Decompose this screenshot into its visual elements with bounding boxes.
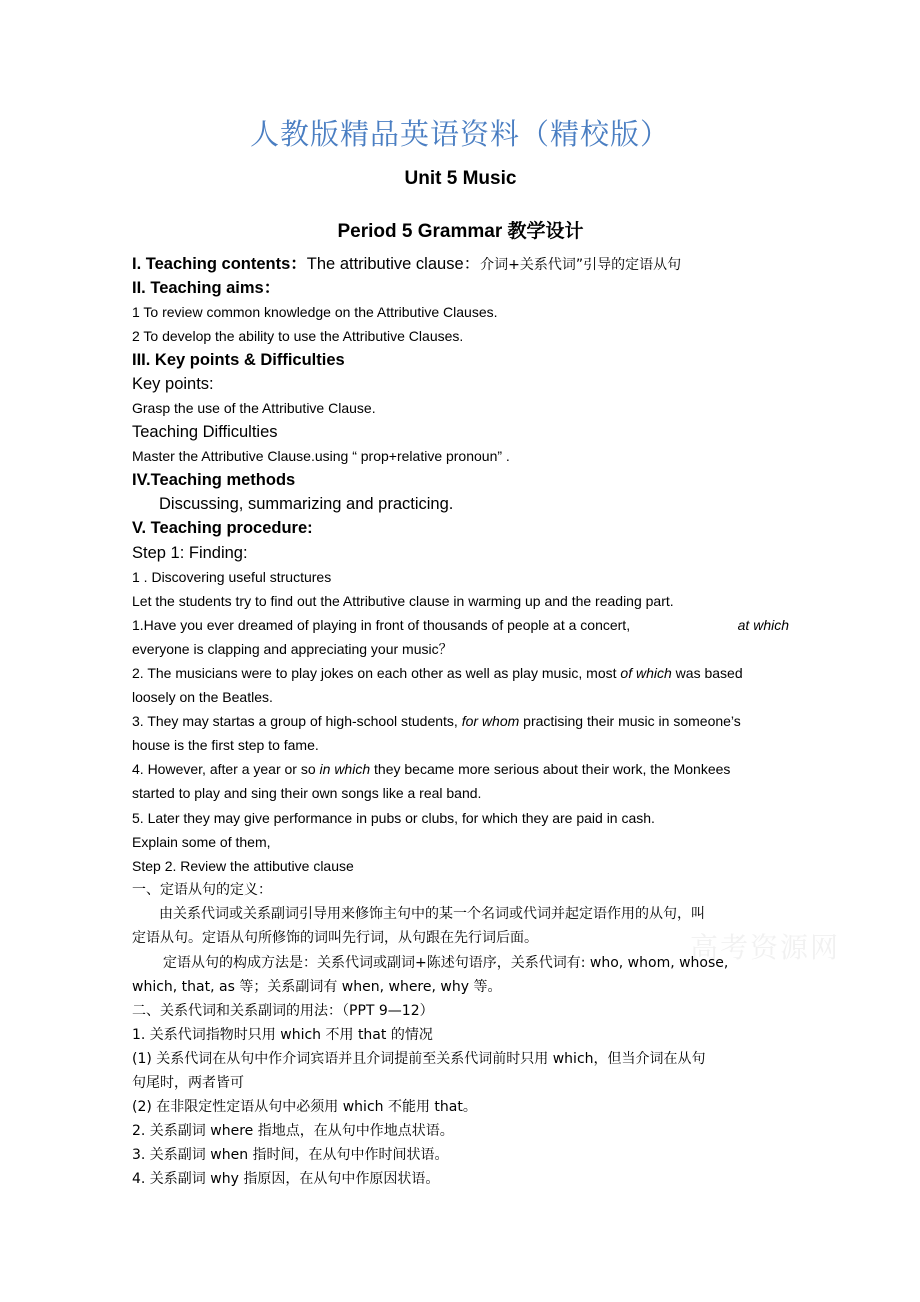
sentence-1-line-2: everyone is clapping and appreciating your music？ bbox=[132, 641, 453, 657]
construction-line-2: which, that, as 等；关系副词有 when, where, why 等。 bbox=[132, 979, 502, 995]
definition-line-1: 由关系代词或关系副词引导用来修饰主句中的某一个名词或代词并起定语作用的从句，叫 bbox=[159, 906, 705, 922]
construction-line-1: 定语从句的构成方法是：关系代词或副词+陈述句语序，关系代词有: who, whom, whose, bbox=[163, 955, 729, 971]
usage-3: 3. 关系副词 when 指时间，在从句中作时间状语。 bbox=[132, 1147, 449, 1163]
sentence-3-line-2: house is the first step to fame. bbox=[132, 737, 319, 753]
header-title: 人教版精品英语资料（精校版） bbox=[249, 117, 670, 151]
sentence-1-line-1 bbox=[132, 616, 789, 634]
sentence-2-line-2: loosely on the Beatles. bbox=[132, 689, 273, 705]
usage-1-1-line-2: 句尾时，两者皆可 bbox=[132, 1075, 244, 1091]
procedure-heading: V. Teaching procedure: bbox=[132, 519, 313, 537]
section-1-heading: 一、定语从句的定义： bbox=[132, 882, 272, 898]
usage-1: 1. 关系代词指物时只用 which 不用 that 的情况 bbox=[132, 1027, 433, 1043]
usage-4: 4. 关系副词 why 指原因，在从句中作原因状语。 bbox=[132, 1171, 440, 1187]
key-points-heading: III. Key points & Difficulties bbox=[132, 351, 345, 369]
sentence-1-phrase: at which bbox=[737, 617, 789, 633]
difficulties-text: Master the Attributive Clause.using “ prop+relative pronoun” . bbox=[132, 448, 510, 464]
methods-heading: IV.Teaching methods bbox=[132, 471, 296, 489]
usage-2: 2. 关系副词 where 指地点，在从句中作地点状语。 bbox=[132, 1123, 454, 1139]
aim-2: 2 To develop the ability to use the Attributive Clauses. bbox=[132, 328, 464, 344]
teaching-aims-heading: II. Teaching aims： bbox=[132, 279, 281, 297]
sentence-3-text-end: practising their music in someone’s bbox=[519, 713, 741, 729]
teaching-contents-label: I. Teaching contents： bbox=[132, 255, 307, 273]
sentence-2-text-end: was based bbox=[671, 665, 743, 681]
explain-line: Explain some of them, bbox=[132, 834, 271, 850]
definition-line-2: 定语从句。定语从句所修饰的词叫先行词，从句跟在先行词后面。 bbox=[132, 930, 538, 946]
usage-1-1-line-1: (1) 关系代词在从句中作介词宾语并且介词提前至关系代词前时只用 which，但当介词在从句 bbox=[132, 1051, 706, 1067]
step-1-heading: Step 1: Finding: bbox=[132, 544, 248, 562]
watermark: 高考资源网 bbox=[690, 931, 841, 964]
sentence-3-phrase: for whom bbox=[461, 713, 520, 729]
sentence-4-text: 4. However, after a year or so bbox=[132, 761, 320, 777]
sentence-4-phrase: in which bbox=[319, 761, 371, 777]
period-title: Period 5 Grammar 教学设计 bbox=[337, 221, 584, 242]
sentence-1-text: 1.Have you ever dreamed of playing in front of thousands of people at a concert, bbox=[132, 617, 631, 633]
step-1-instruction: Let the students try to find out the Attributive clause in warming up and the reading part. bbox=[132, 593, 674, 609]
unit-title: Unit 5 Music bbox=[404, 168, 517, 189]
teaching-contents-cn: 介词+关系代词”引导的定语从句 bbox=[480, 257, 682, 273]
difficulties-label: Teaching Difficulties bbox=[132, 423, 278, 441]
sentence-2-line-1 bbox=[132, 664, 789, 682]
sentence-3-line-1 bbox=[132, 712, 789, 730]
methods-text: Discussing, summarizing and practicing. bbox=[159, 495, 454, 513]
key-points-text: Grasp the use of the Attributive Clause. bbox=[132, 400, 376, 416]
sentence-4-line-2: started to play and sing their own songs like a real band. bbox=[132, 785, 482, 801]
teaching-contents-text: The attributive clause： bbox=[306, 255, 481, 273]
sentence-2-phrase: of which bbox=[620, 665, 672, 681]
sentence-5: 5. Later they may give performance in pubs or clubs, for which they are paid in cash. bbox=[132, 810, 655, 826]
sentence-3-text: 3. They may startas a group of high-school students, bbox=[132, 713, 462, 729]
sentence-2-text: 2. The musicians were to play jokes on each other as well as play music, most bbox=[132, 665, 621, 681]
sentence-4-text-end: they became more serious about their work, the Monkees bbox=[370, 761, 731, 777]
key-points-label: Key points: bbox=[132, 375, 214, 393]
usage-1-2: (2) 在非限定性定语从句中必须用 which 不能用 that。 bbox=[132, 1099, 477, 1115]
aim-1: 1 To review common knowledge on the Attributive Clauses. bbox=[132, 304, 498, 320]
sentence-4-line-1 bbox=[132, 760, 789, 778]
teaching-contents-line bbox=[132, 255, 789, 274]
section-2-heading: 二、关系代词和关系副词的用法：（PPT 9—12） bbox=[132, 1003, 434, 1019]
step-1-item: 1 . Discovering useful structures bbox=[132, 569, 332, 585]
step-2-heading: Step 2. Review the attibutive clause bbox=[132, 858, 354, 874]
